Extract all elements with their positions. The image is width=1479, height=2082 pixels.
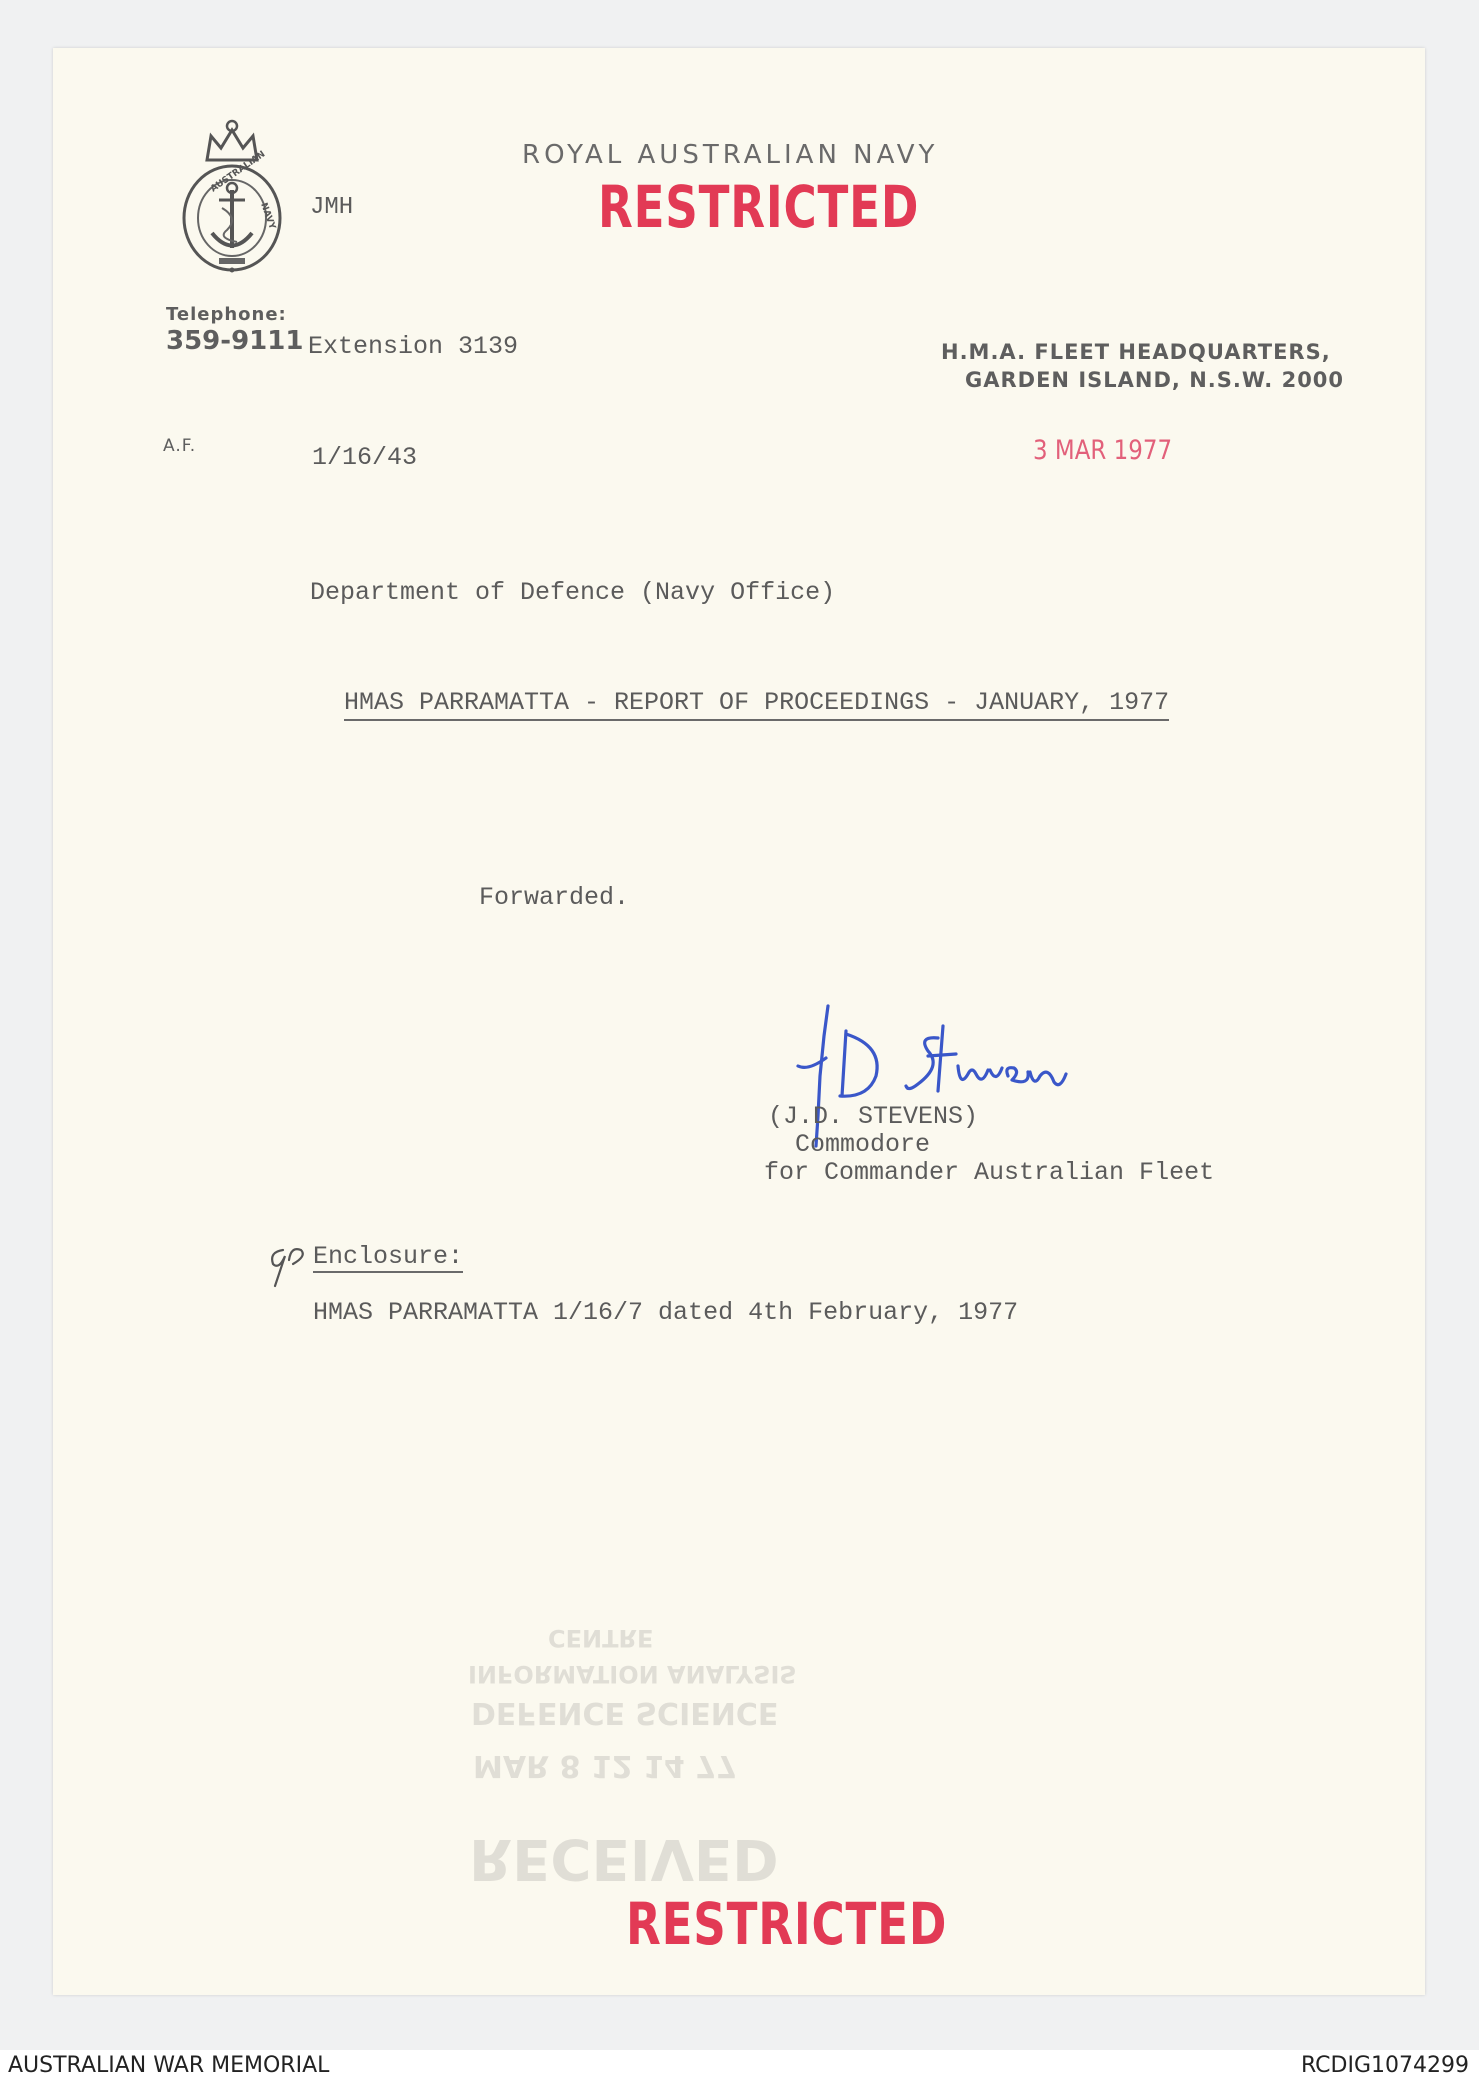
extension: Extension 3139 bbox=[308, 332, 519, 361]
record-id: RCDIG1074299 bbox=[1300, 2053, 1469, 2078]
bleed-through-line-4: MAR 8 12 14 77 bbox=[473, 1748, 738, 1783]
address-line-2: GARDEN ISLAND, N.S.W. 2000 bbox=[965, 368, 1345, 392]
addressee: Department of Defence (Navy Office) bbox=[310, 578, 836, 607]
bleed-through-line-5: RECEIVED bbox=[469, 1826, 779, 1891]
message-text: Forwarded. bbox=[479, 883, 630, 912]
document-page bbox=[53, 48, 1425, 1995]
date-received-stamp: 3 MAR 1977 bbox=[1033, 435, 1173, 466]
enclosure-item: HMAS PARRAMATTA 1/16/7 dated 4th February, 1977 bbox=[313, 1298, 1019, 1327]
organisation-heading: ROYAL AUSTRALIAN NAVY bbox=[522, 140, 939, 170]
classification-stamp-top: RESTRICTED bbox=[598, 173, 920, 241]
address-line-1: H.M.A. FLEET HEADQUARTERS, bbox=[941, 340, 1331, 364]
classification-stamp-bottom: RESTRICTED bbox=[626, 1890, 948, 1958]
enclosure-label: Enclosure: bbox=[313, 1242, 464, 1271]
bleed-through-line-1: CENTRE bbox=[548, 1624, 654, 1652]
bleed-through-line-3: DEFENCE SCIENCE bbox=[471, 1695, 779, 1730]
navy-crest-icon bbox=[177, 108, 287, 273]
crest-right-text: NAVY bbox=[258, 201, 277, 231]
signatory-role: for Commander Australian Fleet bbox=[764, 1158, 1215, 1187]
subject-line: HMAS PARRAMATTA - REPORT OF PROCEEDINGS - JANUARY, 1977 bbox=[344, 688, 1169, 721]
initials: JMH bbox=[310, 194, 354, 221]
telephone-label: Telephone: bbox=[166, 304, 287, 325]
handwritten-initials bbox=[263, 1240, 313, 1290]
archive-footer bbox=[0, 2050, 1479, 2082]
crest-upper-text: AUSTRALIAN bbox=[208, 149, 268, 195]
signatory-name: (J.D. STEVENS) bbox=[768, 1102, 979, 1131]
file-reference: 1/16/43 bbox=[312, 443, 418, 472]
signatory-rank: Commodore bbox=[795, 1130, 931, 1159]
telephone-number: 359-9111 bbox=[166, 326, 304, 356]
bleed-through-line-2: INFORMATION ANALYSIS bbox=[468, 1660, 797, 1688]
institution-name: AUSTRALIAN WAR MEMORIAL bbox=[8, 2053, 330, 2078]
file-prefix: A.F. bbox=[163, 436, 197, 456]
